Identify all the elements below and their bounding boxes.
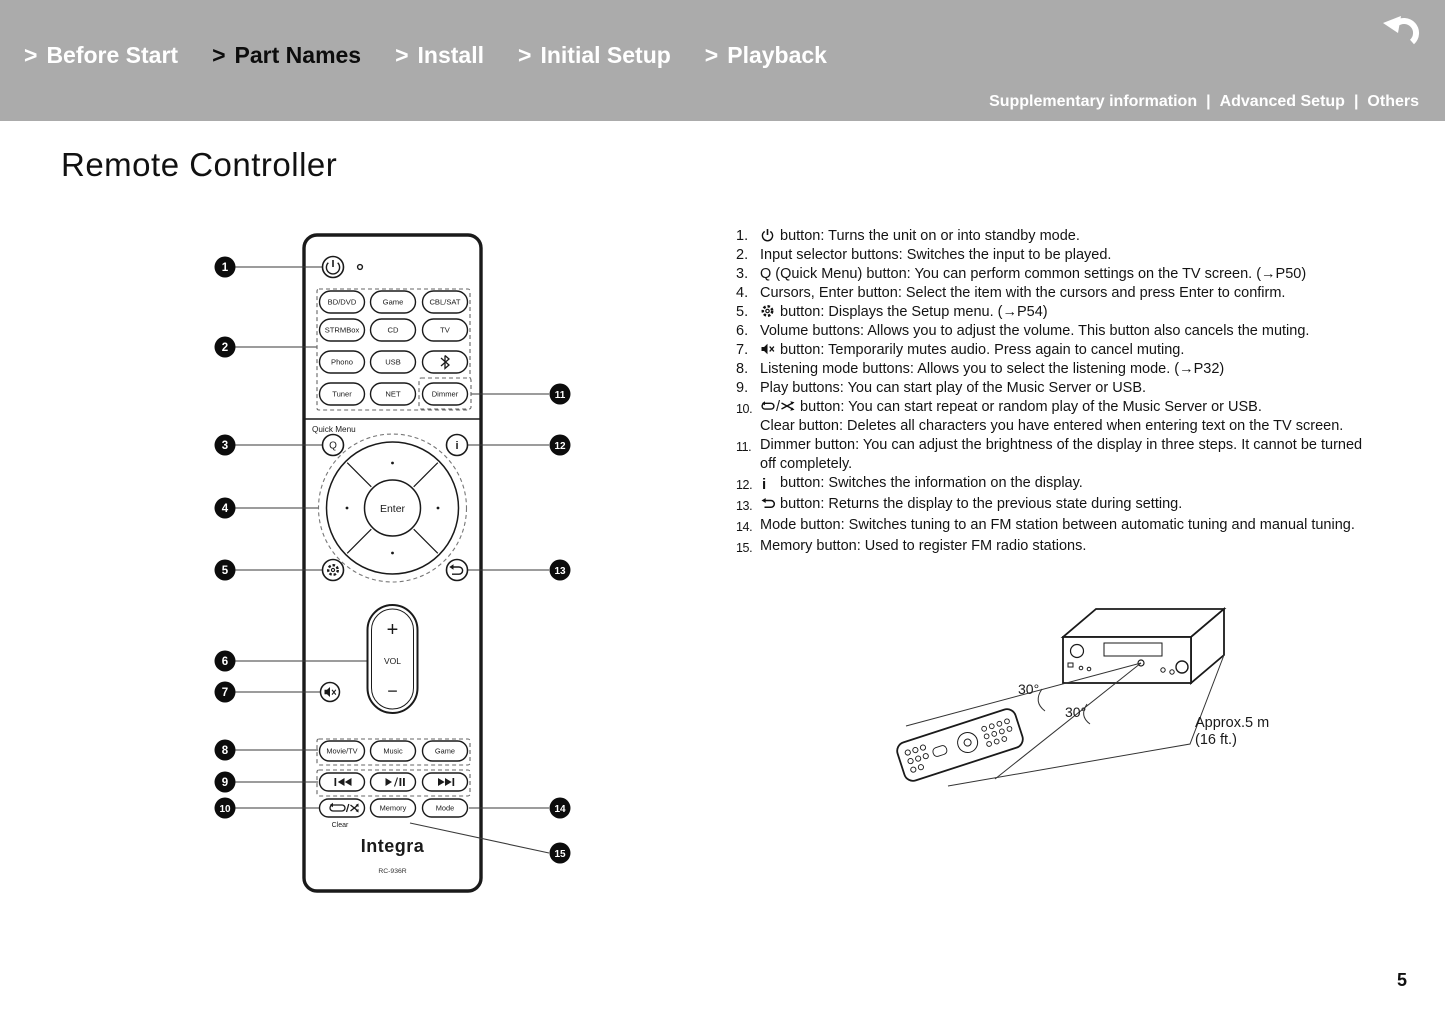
remote-range-diagram	[890, 593, 1320, 803]
svg-text:CBL/SAT: CBL/SAT	[429, 297, 461, 307]
svg-text:5: 5	[221, 565, 229, 577]
mute-icon	[760, 342, 776, 356]
item-text: Mode button: Switches tuning to an FM station between automatic tuning and manual tuning.	[760, 517, 1355, 533]
header-bar	[0, 0, 1445, 121]
description-item	[736, 246, 1381, 265]
item-text: button: Temporarily mutes audio. Press again to cancel muting.	[760, 341, 1184, 360]
led-indicator	[358, 265, 363, 270]
description-item	[736, 341, 1381, 360]
description-item	[736, 322, 1381, 341]
svg-text:BD/DVD: BD/DVD	[327, 297, 357, 307]
nav-initial-setup[interactable]: > Initial Setup	[518, 42, 671, 68]
brand-logo: Integra	[360, 836, 425, 856]
item-text: Cursors, Enter button: Select the item with the cursors and press Enter to confirm.	[760, 285, 1286, 301]
item-text: / button: You can start repeat or random play of the Music Server or USB. Clear button: Deletes all characters you have entered when entering text on the TV screen.	[760, 399, 1344, 434]
item-text: button: Returns the display to the previous state during setting.	[760, 495, 1182, 514]
listening-mode-labels	[326, 747, 455, 756]
svg-text:15: 15	[554, 849, 566, 860]
undo-icon[interactable]	[1381, 12, 1423, 54]
description-item	[736, 516, 1381, 537]
power-button	[323, 257, 344, 278]
svg-text:13: 13	[554, 566, 566, 577]
chevron: >	[24, 42, 38, 68]
item-text: Memory button: Used to register FM radio stations.	[760, 538, 1087, 554]
svg-text:STRMBox: STRMBox	[324, 325, 360, 335]
item-text: button: Displays the Setup menu. (→P54)	[760, 303, 1048, 322]
quick-menu-label: Quick Menu	[312, 425, 356, 434]
shuffle-icon	[780, 399, 796, 413]
nav-part-names[interactable]: > Part Names	[212, 42, 362, 68]
description-item	[736, 227, 1381, 246]
svg-text:6: 6	[221, 656, 229, 668]
separator: |	[1206, 93, 1211, 110]
remote-diagram	[200, 225, 590, 905]
nav-before-start[interactable]: > Before Start	[24, 42, 179, 68]
angle-label-right: 30°	[1065, 704, 1087, 720]
info-button	[447, 435, 468, 456]
item-text: Dimmer button: You can adjust the brightness of the display in three steps. It cannot be turned off completely.	[760, 437, 1363, 472]
svg-text:12: 12	[554, 441, 566, 452]
description-item	[736, 495, 1381, 516]
svg-text:4: 4	[221, 503, 229, 515]
breadcrumb-nav	[24, 42, 827, 69]
angle-label-left: 30°	[1018, 681, 1040, 697]
quick-menu-button	[323, 435, 344, 456]
svg-text:i: i	[455, 440, 459, 452]
chevron: >	[518, 42, 532, 68]
svg-text:Enter: Enter	[379, 502, 406, 515]
description-list	[736, 227, 1381, 558]
description-item	[736, 474, 1381, 495]
chevron: >	[212, 42, 226, 68]
svg-text:Q: Q	[329, 440, 337, 452]
svg-text:10: 10	[219, 804, 231, 815]
svg-text:TV: TV	[440, 325, 450, 335]
handheld-remote	[895, 707, 1025, 783]
item-number: 11.	[736, 440, 752, 454]
svg-text:Game: Game	[434, 746, 456, 756]
item-number: 6.	[736, 323, 749, 339]
nav-advanced-setup[interactable]: Advanced Setup	[1219, 93, 1345, 110]
item-text: button: Turns the unit on or into standby mode.	[760, 227, 1080, 246]
svg-text:7: 7	[221, 687, 229, 699]
description-item	[736, 398, 1381, 436]
return-icon	[760, 496, 776, 510]
mode-button-label: Mode	[435, 803, 455, 813]
nav-supplementary-information[interactable]: Supplementary information	[989, 93, 1198, 110]
setup-button	[323, 560, 344, 581]
item-number: 7.	[736, 342, 749, 358]
svg-text:Music: Music	[383, 746, 403, 756]
gear-icon	[760, 304, 776, 318]
clear-label: Clear	[331, 822, 349, 829]
item-text: Listening mode buttons: Allows you to select the listening mode. (→P32)	[760, 361, 1225, 377]
item-number: 9.	[736, 380, 749, 396]
item-number: 12.	[736, 478, 753, 492]
item-number: 14.	[736, 520, 753, 534]
page-title: Remote Controller	[61, 146, 338, 183]
description-item	[736, 303, 1381, 322]
nav-others[interactable]: Others	[1367, 93, 1419, 110]
separator: |	[1353, 93, 1359, 110]
item-text: Volume buttons: Allows you to adjust the volume. This button also cancels the muting.	[760, 323, 1310, 339]
volume-label: VOL	[383, 656, 402, 666]
description-item	[736, 537, 1381, 558]
description-item	[736, 360, 1381, 379]
distance-label-line1: Approx.5 m	[1195, 715, 1270, 731]
item-number: 3.	[736, 266, 749, 282]
svg-text:3: 3	[221, 440, 229, 452]
svg-text:Dimmer: Dimmer	[431, 389, 459, 399]
item-number: 4.	[736, 285, 749, 301]
item-number: 5.	[736, 304, 749, 320]
svg-text:NET: NET	[385, 389, 401, 399]
item-text: Input selector buttons: Switches the input to be played.	[760, 247, 1112, 263]
item-text: i button: Switches the information on the display.	[762, 475, 1083, 493]
info-icon: i	[762, 476, 767, 493]
svg-text:Movie/TV: Movie/TV	[326, 746, 358, 756]
nav-playback[interactable]: > Playback	[704, 42, 827, 68]
description-item	[736, 379, 1381, 398]
svg-text:14: 14	[554, 804, 566, 815]
item-number: 15.	[736, 541, 753, 555]
item-text: Q (Quick Menu) button: You can perform common settings on the TV screen. (→P50)	[760, 266, 1307, 282]
item-number: 1.	[736, 228, 749, 244]
svg-text:USB: USB	[385, 357, 401, 367]
nav-install[interactable]: > Install	[395, 42, 485, 68]
svg-text:9: 9	[221, 777, 229, 789]
distance-label-line2: (16 ft.)	[1195, 732, 1237, 748]
description-item	[736, 436, 1381, 474]
svg-text:1: 1	[221, 262, 229, 274]
power-icon	[760, 228, 776, 242]
item-text: Play buttons: You can start play of the Music Server or USB.	[760, 380, 1147, 396]
description-item	[736, 265, 1381, 284]
page-number: 5	[1396, 970, 1407, 990]
mute-button	[321, 683, 340, 702]
item-number: 8.	[736, 361, 749, 377]
volume-down: −	[387, 681, 398, 701]
repeat-icon	[760, 399, 776, 413]
chevron: >	[395, 42, 409, 68]
svg-text:Phono: Phono	[331, 357, 353, 367]
item-number: 13.	[736, 499, 753, 513]
item-number: 2.	[736, 247, 749, 263]
svg-text:CD: CD	[387, 325, 399, 335]
volume-up: +	[386, 619, 399, 641]
svg-text:2: 2	[221, 342, 229, 354]
svg-text:11: 11	[554, 390, 566, 401]
svg-text:Tuner: Tuner	[332, 389, 352, 399]
volume-rocker	[368, 605, 418, 713]
secondary-nav	[989, 93, 1419, 111]
svg-text:8: 8	[221, 745, 229, 757]
chevron: >	[704, 42, 719, 68]
return-button	[447, 560, 468, 581]
description-item	[736, 284, 1381, 303]
item-number: 10.	[736, 402, 753, 416]
svg-text:Game: Game	[382, 297, 404, 307]
receiver-unit	[1063, 609, 1224, 683]
model-number: RC-936R	[378, 868, 407, 875]
memory-button-label: Memory	[379, 803, 407, 813]
